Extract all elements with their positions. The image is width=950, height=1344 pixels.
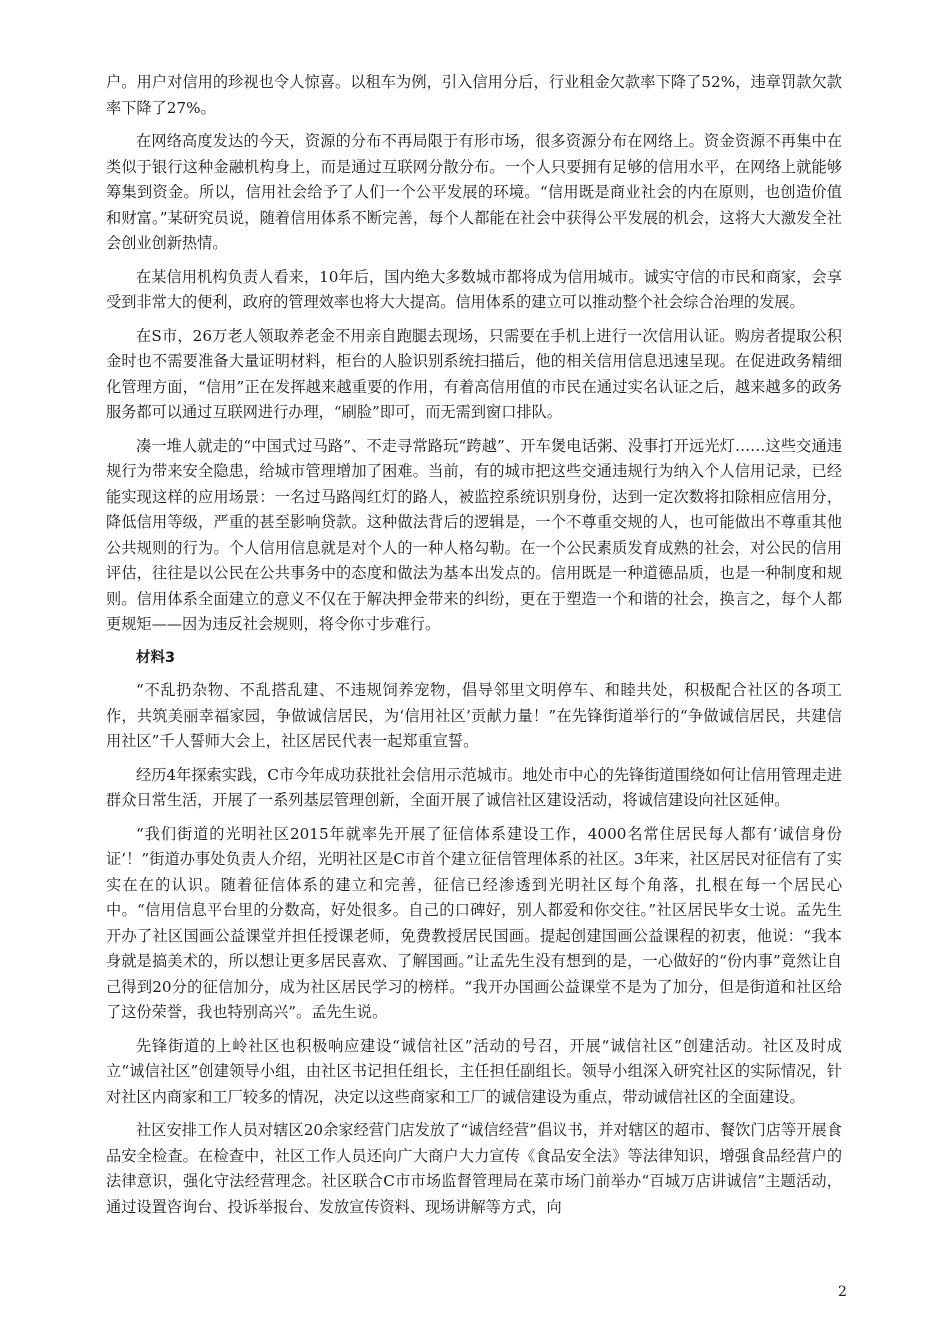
paragraph: 经历4年探索实践，C市今年成功获批社会信用示范城市。地处市中心的先锋街道围绕如何让信用管理走进群众日常生活，开展了一系列基层管理创新，全面开展了诚信社区建设活动，将诚信建设向社区延伸。 (106, 765, 842, 809)
paragraph: “不乱扔杂物、不乱搭乱建、不违规饲养宠物，倡导邻里文明停车、和睦共处，积极配合社区的各项工作，共筑美丽幸福家园，争做诚信居民，为‘信用社区’贡献力量！”在先锋街道举行的“争做诚信居民，共建信用社区”千人誓师大会上，社区居民代表一起郑重宣誓。 (106, 681, 842, 750)
paragraph: “我们街道的光明社区2015年就率先开展了征信体系建设工作，4000名常住居民每人都有‘诚信身份证’！”街道办事处负责人介绍，光明社区是C市首个建立征信管理体系的社区。3年来，社区居民对征信有了实实在在的认识。随着征信体系的建立和完善，征信已经渗透到光明社区每个角落，扎根在每一个居民心中。“信用信息平台里的分数高，好处很多。自己的口碑好，别人都爱和你交往。”社区居民毕女士说。孟先生开办了社区国画公益课堂并担任授课老师，免费教授居民国画。提起创建国画公益课程的初衷，他说：“我本身就是搞美术的，所以想让更多居民喜欢、了解国画。”让孟先生没有想到的是，一心做好的“份内事”竟然让自己得到20分的征信加分，成为社区居民学习的榜样。“我开办国画公益课堂不是为了加分，但是街道和社区给了这份荣誉，我也特别高兴”。孟先生说。 (106, 824, 842, 1021)
paragraph: 凑一堆人就走的“中国式过马路”、不走寻常路玩“跨越”、开车煲电话粥、没事打开远光灯……这些交通违规行为带来安全隐患，给城市管理增加了困难。当前，有的城市把这些交通违规行为纳入个人信用记录，已经能实现这样的应用场景：一名过马路闯红灯的路人，被监控系统识别身份，达到一定次数将扣除相应信用分，降低信用等级，严重的甚至影响贷款。这种做法背后的逻辑是，一个不尊重交规的人，也可能做出不尊重其他公共规则的行为。个人信用信息就是对个人的一种人格勾勒。在一个公民素质发育成熟的社会，对公民的信用评估，往往是以公民在公共事务中的态度和做法为基本出发点的。信用既是一种道德品质，也是一种制度和规则。信用体系全面建立的意义不仅在于解决押金带来的纠纷，更在于塑造一个和谐的社会，换言之，每个人都更规矩——因为违反社会规则，将令你寸步难行。 (106, 436, 842, 633)
paragraph: 先锋街道的上岭社区也积极响应建设“诚信社区”活动的号召，开展“诚信社区”创建活动。社区及时成立“诚信社区”创建领导小组，由社区书记担任组长，主任担任副组长。领导小组深入研究社区的实际情况，针对社区内商家和工厂较多的情况，决定以这些商家和工厂的诚信建设为重点，带动诚信社区的全面建设。 (106, 1036, 842, 1106)
paragraph: 在网络高度发达的今天，资源的分布不再局限于有形市场，很多资源分布在网络上。资金资源不再集中在类似于银行这种金融机构身上，而是通过互联网分散分布。一个人只要拥有足够的信用水平，在网络上就能够筹集到资金。所以，信用社会给予了人们一个公平发展的环境。“信用既是商业社会的内在原则，也创造价值和财富。”某研究员说，随着信用体系不断完善，每个人都能在社会中获得公平发展的机会，这将大大激发全社会创业创新热情。 (106, 132, 842, 252)
document-body (106, 70, 842, 1228)
page-number: 2 (838, 1284, 847, 1300)
paragraph: 在S市，26万老人领取养老金不用亲自跑腿去现场，只需要在手机上进行一次信用认证。购房者提取公积金时也不需要准备大量证明材料，柜台的人脸识别系统扫描后，他的相关信用信息迅速呈现。在促进政务精细化管理方面，“信用”正在发挥越来越重要的作用，有着高信用值的市民在通过实名认证之后，越来越多的政务服务都可以通过互联网进行办理，“刷脸”即可，而无需到窗口排队。 (106, 326, 842, 421)
paragraph: 户。用户对信用的珍视也令人惊喜。以租车为例，引入信用分后，行业租金欠款率下降了52%，违章罚款欠款率下降了27%。 (106, 73, 842, 117)
paragraph: 在某信用机构负责人看来，10年后，国内绝大多数城市都将成为信用城市。诚实守信的市民和商家，会享受到非常大的便利，政府的管理效率也将大大提高。信用体系的建立可以推动整个社会综合治理的发展。 (106, 267, 842, 311)
paragraph: 社区安排工作人员对辖区20余家经营门店发放了“诚信经营”倡议书，并对辖区的超市、餐饮门店等开展食品安全检查。在检查中，社区工作人员还向广大商户大力宣传《食品安全法》等法律知识，增强食品经营户的法律意识，强化守法经营理念。社区联合C市市场监督管理局在菜市场门前举办“百城万店讲诚信”主题活动，通过设置咨询台、投诉举报台、发放宣传资料、现场讲解等方式，向 (106, 1121, 842, 1216)
section-heading: 材料3 (136, 649, 176, 666)
